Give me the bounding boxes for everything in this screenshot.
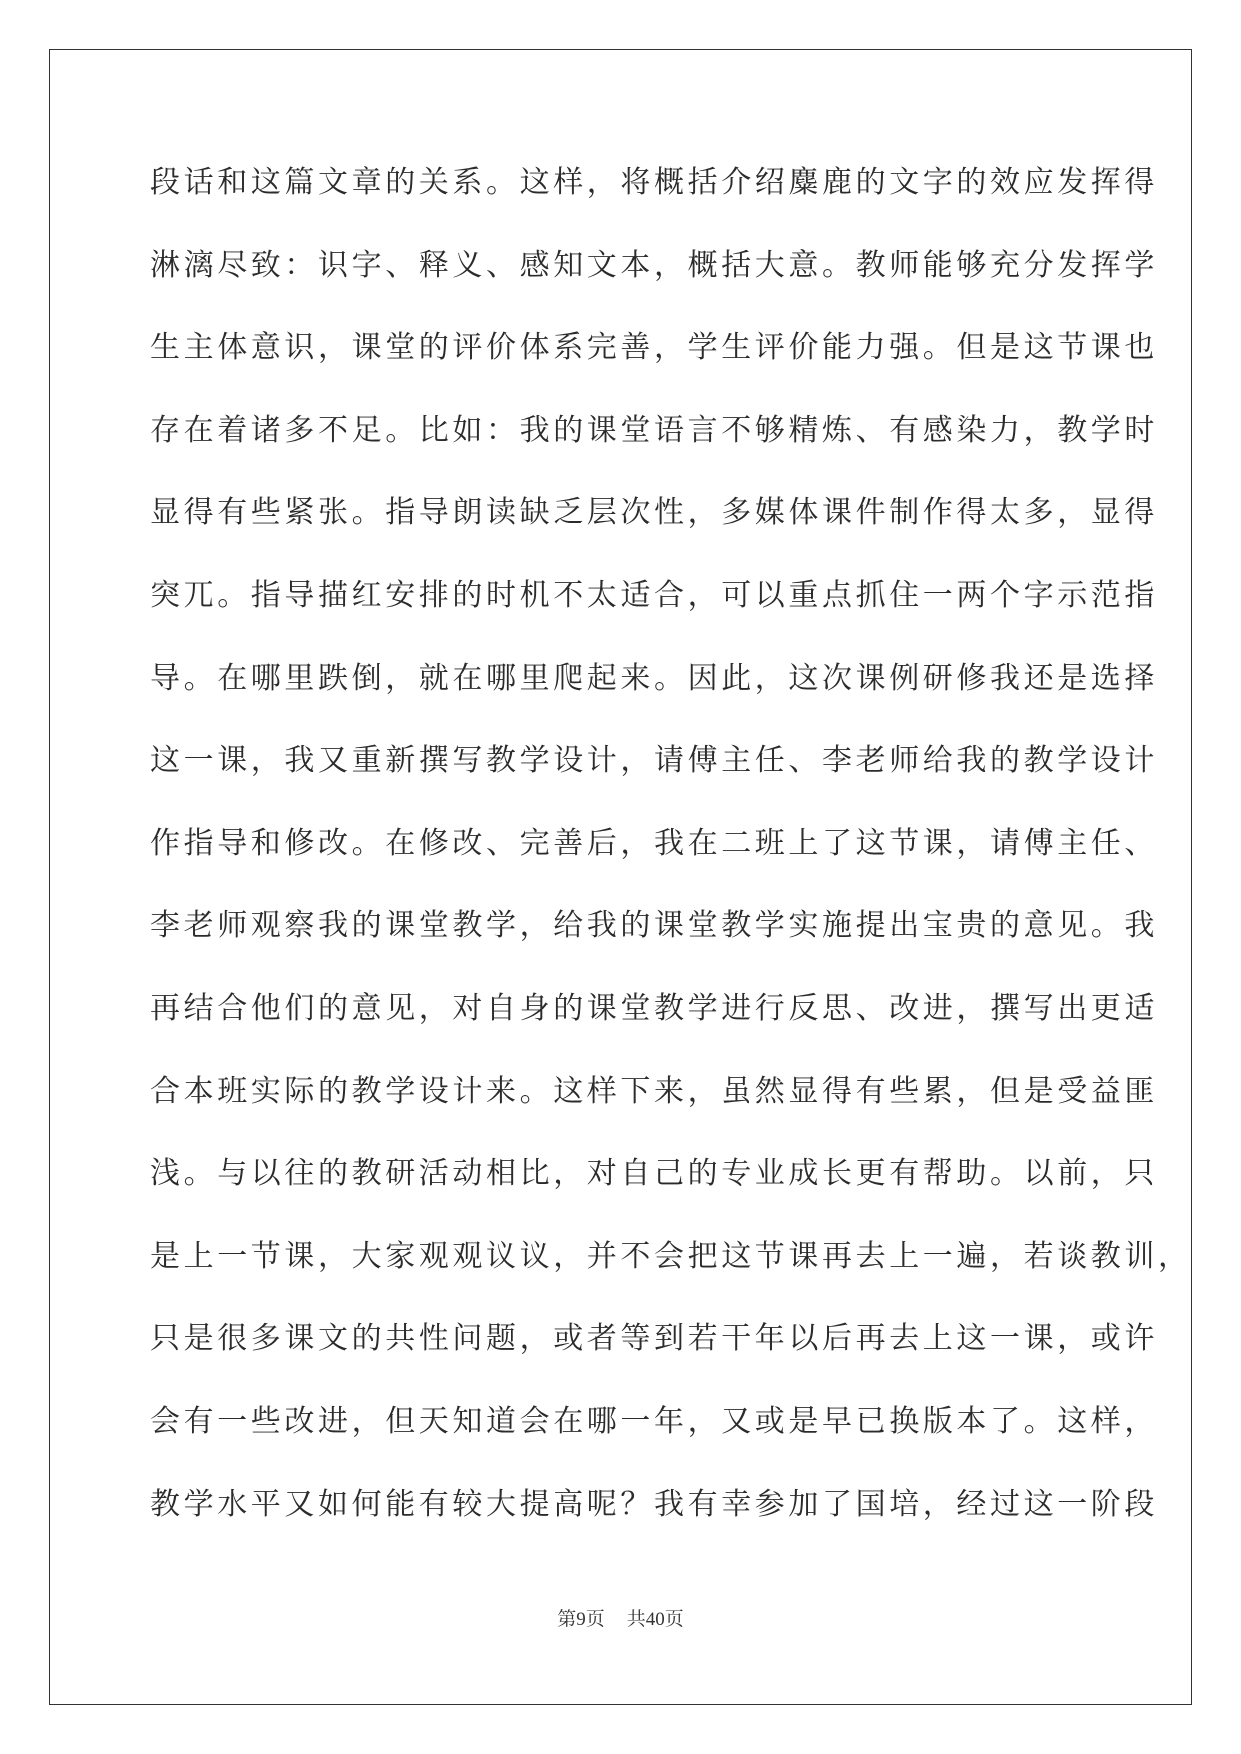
- total-pages-label: 共40页: [626, 1609, 684, 1630]
- text-line-13: 浅。与以往的教研活动相比，对自己的专业成长更有帮助。以前，只: [150, 1156, 1158, 1192]
- text-line-7: 导。在哪里跌倒，就在哪里爬起来。因此，这次课例研修我还是选择: [150, 660, 1158, 696]
- text-line-4: 存在着诸多不足。比如：我的课堂语言不够精炼、有感染力，教学时: [150, 412, 1158, 448]
- text-line-5: 显得有些紧张。指导朗读缺乏层次性，多媒体课件制作得太多，显得: [150, 495, 1158, 531]
- document-body: [150, 158, 1192, 1562]
- text-line-3: 生主体意识，课堂的评价体系完善，学生评价能力强。但是这节课也: [150, 330, 1158, 366]
- text-line-1: 段话和这篇文章的关系。这样，将概括介绍麋鹿的文字的效应发挥得: [150, 165, 1158, 200]
- text-line-14: 是上一节课，大家观观议议，并不会把这节课再去上一遍，若谈教训，: [150, 1238, 1192, 1274]
- text-line-16: 会有一些改进，但天知道会在哪一年，又或是早已换版本了。这样，: [150, 1403, 1158, 1439]
- text-line-9: 作指导和修改。在修改、完善后，我在二班上了这节课，请傅主任、: [150, 825, 1158, 861]
- text-line-2: 淋漓尽致：识字、释义、感知文本，概括大意。教师能够充分发挥学: [150, 247, 1158, 283]
- text-line-6: 突兀。指导描红安排的时机不太适合，可以重点抓住一两个字示范指: [150, 577, 1158, 613]
- current-page-label: 第9页: [557, 1609, 605, 1630]
- page-footer: [0, 1604, 1241, 1631]
- text-line-17: 教学水平又如何能有较大提高呢？我有幸参加了国培，经过这一阶段: [150, 1486, 1158, 1522]
- text-line-12: 合本班实际的教学设计来。这样下来，虽然显得有些累，但是受益匪: [150, 1073, 1158, 1109]
- text-line-11: 再结合他们的意见，对自身的课堂教学进行反思、改进，撰写出更适: [150, 990, 1158, 1026]
- text-line-15: 只是很多课文的共性问题，或者等到若干年以后再去上这一课，或许: [150, 1321, 1158, 1357]
- text-line-10: 李老师观察我的课堂教学，给我的课堂教学实施提出宝贵的意见。我: [150, 908, 1158, 944]
- text-line-8: 这一课，我又重新撰写教学设计，请傅主任、李老师给我的教学设计: [150, 743, 1158, 779]
